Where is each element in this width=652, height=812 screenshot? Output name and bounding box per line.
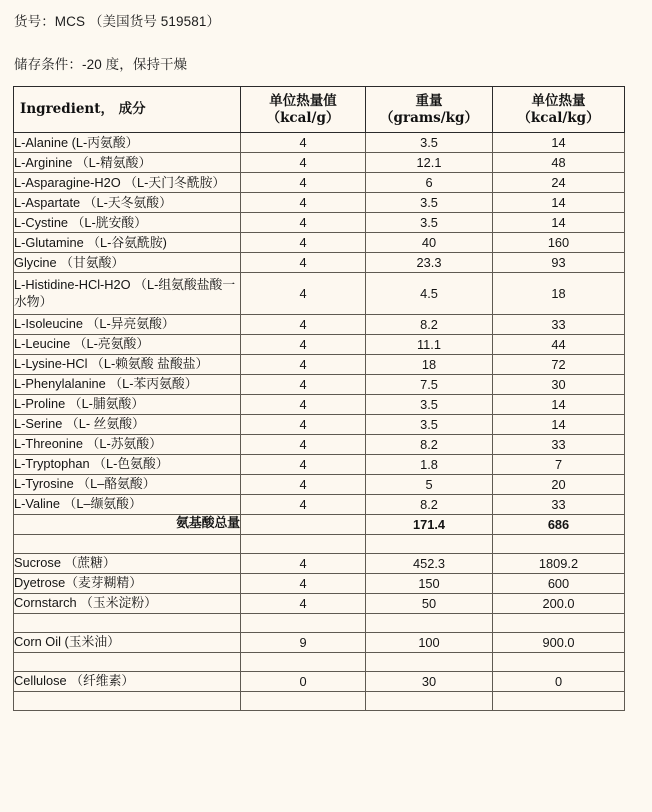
- table-row: [14, 474, 625, 494]
- row-ingredient-name: L-Asparagine-H2O （L-天门冬酰胺）: [14, 173, 241, 193]
- table-row-spacer: [14, 691, 625, 710]
- row-grams-per-kg: [366, 534, 493, 553]
- row-ingredient-name: L-Lysine-HCl （L-赖氨酸 盐酸盐）: [14, 354, 241, 374]
- row-kcal-per-kg: 600: [493, 573, 625, 593]
- row-ingredient-name: [14, 534, 241, 553]
- row-kcal-per-kg: 33: [493, 494, 625, 514]
- row-ingredient-name: L-Tyrosine （L–酪氨酸）: [14, 474, 241, 494]
- row-kcal-per-g: 4: [241, 354, 366, 374]
- row-ingredient-name: L-Proline （L-脯氨酸）: [14, 394, 241, 414]
- row-kcal-per-kg: 686: [493, 514, 625, 534]
- row-ingredient-name: L-Alanine (L-丙氨酸）: [14, 133, 241, 153]
- row-kcal-per-g: 4: [241, 573, 366, 593]
- row-grams-per-kg: 150: [366, 573, 493, 593]
- row-kcal-per-g: 4: [241, 454, 366, 474]
- row-kcal-per-g: 9: [241, 632, 366, 652]
- row-ingredient-name: L-Glutamine （L-谷氨酰胺): [14, 233, 241, 253]
- row-kcal-per-kg: [493, 613, 625, 632]
- row-grams-per-kg: 4.5: [366, 273, 493, 315]
- row-grams-per-kg: 1.8: [366, 454, 493, 474]
- row-grams-per-kg: 100: [366, 632, 493, 652]
- row-kcal-per-g: 4: [241, 553, 366, 573]
- table-row: [14, 354, 625, 374]
- row-kcal-per-kg: 93: [493, 253, 625, 273]
- row-kcal-per-kg: 14: [493, 193, 625, 213]
- row-kcal-per-kg: [493, 534, 625, 553]
- row-grams-per-kg: 3.5: [366, 193, 493, 213]
- table-row-spacer: [14, 534, 625, 553]
- row-grams-per-kg: 3.5: [366, 414, 493, 434]
- row-ingredient-name: L-Arginine （L-精氨酸）: [14, 153, 241, 173]
- row-ingredient-name: L-Phenylalanine （L-苯丙氨酸）: [14, 374, 241, 394]
- row-kcal-per-kg: 44: [493, 334, 625, 354]
- row-grams-per-kg: 171.4: [366, 514, 493, 534]
- row-grams-per-kg: 11.1: [366, 334, 493, 354]
- row-kcal-per-kg: 33: [493, 314, 625, 334]
- row-grams-per-kg: 8.2: [366, 434, 493, 454]
- row-grams-per-kg: 30: [366, 671, 493, 691]
- row-grams-per-kg: 7.5: [366, 374, 493, 394]
- table-row: [14, 494, 625, 514]
- row-ingredient-name: L-Aspartate （L-天冬氨酸）: [14, 193, 241, 213]
- row-kcal-per-kg: [493, 691, 625, 710]
- row-kcal-per-kg: 7: [493, 454, 625, 474]
- row-grams-per-kg: 452.3: [366, 553, 493, 573]
- table-row-spacer: [14, 613, 625, 632]
- catalog-number-line: 货号：MCS （美国货号 519581）: [14, 14, 221, 29]
- column-header-ingredient: Ingredient， 成分: [14, 87, 241, 133]
- table-row: [14, 573, 625, 593]
- row-grams-per-kg: [366, 613, 493, 632]
- row-kcal-per-g: 4: [241, 394, 366, 414]
- row-grams-per-kg: 8.2: [366, 314, 493, 334]
- ingredient-nutrition-table: [13, 86, 625, 711]
- row-grams-per-kg: [366, 691, 493, 710]
- row-kcal-per-g: 4: [241, 314, 366, 334]
- row-grams-per-kg: 8.2: [366, 494, 493, 514]
- row-ingredient-name: L-Tryptophan （L-色氨酸）: [14, 454, 241, 474]
- table-row: [14, 153, 625, 173]
- table-row: [14, 374, 625, 394]
- row-kcal-per-g: 4: [241, 193, 366, 213]
- row-ingredient-name: L-Isoleucine （L-异亮氨酸）: [14, 314, 241, 334]
- row-kcal-per-g: 4: [241, 153, 366, 173]
- table-row: [14, 454, 625, 474]
- row-total-label: 氨基酸总量: [14, 514, 241, 534]
- row-kcal-per-kg: [493, 652, 625, 671]
- row-ingredient-name: L-Serine （L- 丝氨酸）: [14, 414, 241, 434]
- column-header-unit-energy-value: [241, 87, 366, 133]
- row-grams-per-kg: 5: [366, 474, 493, 494]
- row-kcal-per-g: 0: [241, 671, 366, 691]
- row-kcal-per-g: 4: [241, 414, 366, 434]
- row-kcal-per-kg: 14: [493, 394, 625, 414]
- row-grams-per-kg: 3.5: [366, 213, 493, 233]
- row-ingredient-name: [14, 613, 241, 632]
- table-body: [14, 133, 625, 711]
- table-row: [14, 434, 625, 454]
- table-row: [14, 593, 625, 613]
- row-kcal-per-kg: 33: [493, 434, 625, 454]
- row-ingredient-name: [14, 652, 241, 671]
- table-row: [14, 193, 625, 213]
- table-row-total: [14, 514, 625, 534]
- table-row: [14, 632, 625, 652]
- column-header-unit-energy-line2: （kcal/kg）: [517, 109, 600, 126]
- column-header-unit-energy-value-line2: （kcal/g）: [266, 109, 340, 126]
- row-kcal-per-g: [241, 613, 366, 632]
- row-grams-per-kg: [366, 652, 493, 671]
- row-kcal-per-kg: 0: [493, 671, 625, 691]
- header-row: [14, 87, 625, 133]
- row-kcal-per-g: 4: [241, 494, 366, 514]
- row-kcal-per-g: [241, 691, 366, 710]
- row-grams-per-kg: 40: [366, 233, 493, 253]
- table-row: [14, 213, 625, 233]
- row-kcal-per-g: 4: [241, 273, 366, 315]
- row-kcal-per-g: 4: [241, 374, 366, 394]
- row-kcal-per-g: 4: [241, 334, 366, 354]
- row-ingredient-name: Glycine （甘氨酸）: [14, 253, 241, 273]
- table-row: [14, 273, 625, 315]
- row-kcal-per-g: [241, 652, 366, 671]
- row-ingredient-name: Sucrose （蔗糖）: [14, 553, 241, 573]
- row-ingredient-name: Cornstarch （玉米淀粉）: [14, 593, 241, 613]
- row-kcal-per-kg: 1809.2: [493, 553, 625, 573]
- storage-condition-line: 储存条件：-20 度，保持干燥: [14, 57, 188, 72]
- row-ingredient-name: L-Histidine-HCl-H2O （L-组氨酸盐酸一水物）: [14, 273, 241, 315]
- row-ingredient-name: Cellulose （纤维素）: [14, 671, 241, 691]
- table-row: [14, 334, 625, 354]
- row-kcal-per-g: [241, 534, 366, 553]
- row-kcal-per-kg: 14: [493, 133, 625, 153]
- row-kcal-per-kg: 160: [493, 233, 625, 253]
- table-row: [14, 253, 625, 273]
- row-kcal-per-g: 4: [241, 233, 366, 253]
- row-kcal-per-kg: 18: [493, 273, 625, 315]
- row-kcal-per-g: 4: [241, 593, 366, 613]
- row-grams-per-kg: 23.3: [366, 253, 493, 273]
- table-row: [14, 553, 625, 573]
- row-grams-per-kg: 12.1: [366, 153, 493, 173]
- row-kcal-per-kg: 200.0: [493, 593, 625, 613]
- table-row: [14, 314, 625, 334]
- row-kcal-per-g: 4: [241, 213, 366, 233]
- row-kcal-per-kg: 48: [493, 153, 625, 173]
- row-ingredient-name: Corn Oil (玉米油）: [14, 632, 241, 652]
- row-ingredient-name: Dyetrose（麦芽糊精）: [14, 573, 241, 593]
- row-kcal-per-g: 4: [241, 434, 366, 454]
- row-kcal-per-g: 4: [241, 133, 366, 153]
- row-grams-per-kg: 50: [366, 593, 493, 613]
- table-header: [14, 87, 625, 133]
- row-grams-per-kg: 6: [366, 173, 493, 193]
- row-kcal-per-g: 4: [241, 474, 366, 494]
- column-header-unit-energy: [493, 87, 625, 133]
- column-header-unit-energy-line1: 单位热量: [531, 92, 586, 109]
- table-row: [14, 414, 625, 434]
- row-kcal-per-kg: 20: [493, 474, 625, 494]
- row-kcal-per-kg: 72: [493, 354, 625, 374]
- row-grams-per-kg: 18: [366, 354, 493, 374]
- table-row-spacer: [14, 652, 625, 671]
- table-row: [14, 671, 625, 691]
- table-row: [14, 173, 625, 193]
- row-ingredient-name: L-Valine （L–缬氨酸）: [14, 494, 241, 514]
- row-ingredient-name: L-Leucine （L-亮氨酸）: [14, 334, 241, 354]
- row-kcal-per-g: 4: [241, 253, 366, 273]
- row-kcal-per-g: 4: [241, 173, 366, 193]
- row-kcal-per-kg: 900.0: [493, 632, 625, 652]
- row-grams-per-kg: 3.5: [366, 394, 493, 414]
- row-kcal-per-kg: 14: [493, 414, 625, 434]
- table-row: [14, 394, 625, 414]
- table-row: [14, 233, 625, 253]
- table-row: [14, 133, 625, 153]
- column-header-weight: 重量 （grams/kg）: [366, 87, 493, 133]
- row-ingredient-name: L-Cystine （L-胱安酸）: [14, 213, 241, 233]
- row-kcal-per-kg: 24: [493, 173, 625, 193]
- row-ingredient-name: L-Threonine （L-苏氨酸）: [14, 434, 241, 454]
- row-ingredient-name: [14, 691, 241, 710]
- row-kcal-per-g: [241, 514, 366, 534]
- row-kcal-per-kg: 30: [493, 374, 625, 394]
- column-header-unit-energy-value-line1: 单位热量值: [269, 92, 337, 109]
- row-kcal-per-kg: 14: [493, 213, 625, 233]
- row-grams-per-kg: 3.5: [366, 133, 493, 153]
